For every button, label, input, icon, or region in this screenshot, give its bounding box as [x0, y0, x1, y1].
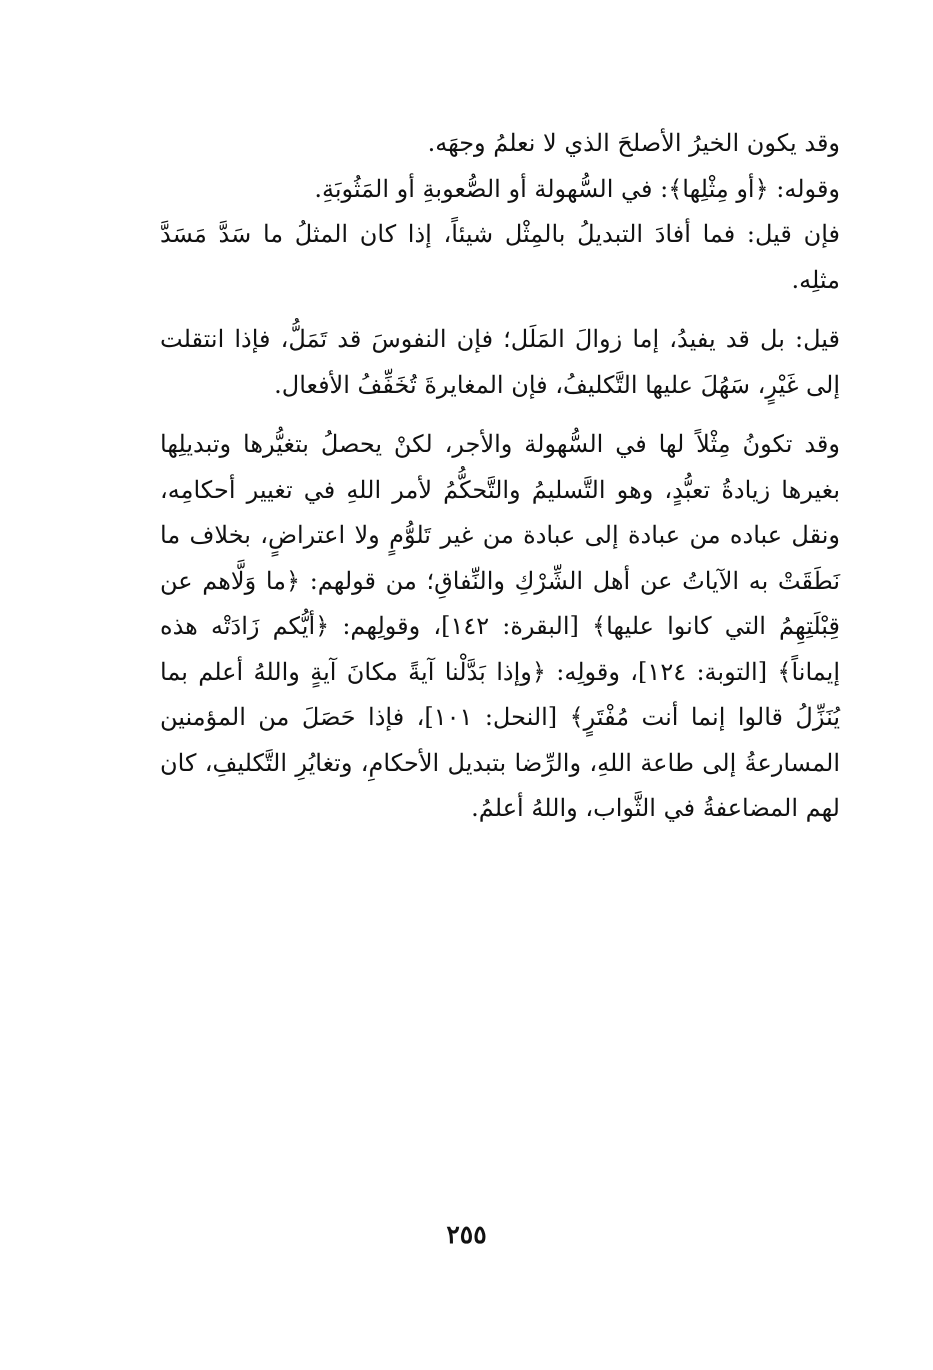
- page-number: ٢٥٥: [446, 1220, 487, 1249]
- paragraph-4: قيل: بل قد يفيدُ، إما زوالَ المَلَل؛ فإن النفوسَ قد تَمَلُّ، فإذا انتقلت إلى غَيْرٍ، سَهُلَ عليها التَّكليفُ، فإن المغايرةَ تُخَفِّفُ الأفعال.: [160, 325, 840, 399]
- paragraph-2: وقوله: ﴿أو مِثْلِها﴾: في السُّهولة أو الصُّعوبةِ أو المَثُوبَةِ.: [314, 174, 840, 203]
- paragraph-5: وقد تكونُ مِثْلاً لها في السُّهولة والأجر، لكنْ يحصلُ بتغيُّرها وتبديلِها بغيرها زيادةُ تعبُّدٍ، وهو التَّسليمُ والتَّحكُّمُ لأمر اللهِ في تغيير أحكامِه، ونقل عباده من عبادة إلى عبادة من غير تَلوُّمٍ ولا اعتراضٍ، بخلاف ما نَطَقَتْ به الآياتُ عن أهل الشِّرْكِ والنِّفاقِ؛ من قولهم: ﴿ما وَلَّاهم عن قِبْلَتِهِمُ التي كانوا عليها﴾ [البقرة: ١٤٢]، وقولِهم: ﴿أيُّكم زَادَتْه هذه إيماناً﴾ [التوبة: ١٢٤]، وقولِه: ﴿وإذا بَدَّلْنا آيةً مكانَ آيةٍ واللهُ أعلم بما يُنَزِّلُ قالوا إنما أنت مُفْتَرٍ﴾ [النحل: ١٠١]، فإذا حَصَلَ من المؤمنين المسارعةُ إلى طاعة اللهِ، والرِّضا بتبديل الأحكامِ، وتغايُرِ التَّكليفِ، كان لهم المضاعفةُ في الثَّواب، واللهُ أعلمُ.: [160, 430, 841, 822]
- paragraph-3: فإن قيل: فما أفادَ التبديلُ بالمِثْل شيئاً، إذا كان المثلُ ما سَدَّ مَسَدَّ مثلِه.: [160, 220, 840, 294]
- body-text: [160, 121, 840, 832]
- paragraph-1: وقد يكون الخيرُ الأصلحَ الذي لا نعلمُ وجهَه.: [427, 129, 840, 157]
